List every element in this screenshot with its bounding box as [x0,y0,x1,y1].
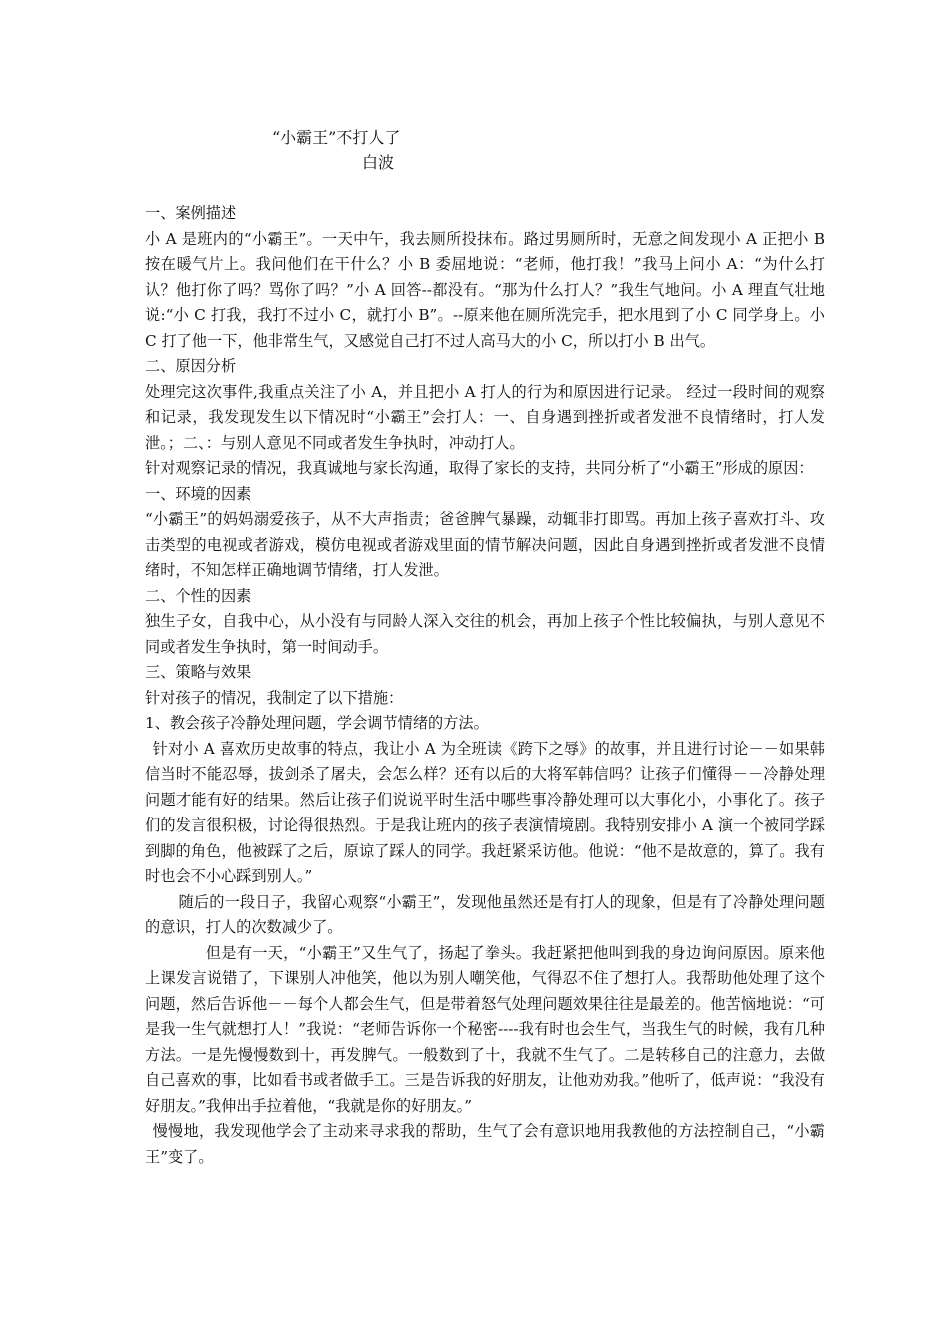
paragraph-history-story: 针对小 A 喜欢历史故事的特点，我让小 A 为全班读《跨下之辱》的故事，并且进行讨论－－如果韩信当时不能忍辱，拔剑杀了屠夫，会怎么样？还有以后的大将军韩信吗？让孩子们懂得－－冷静处理问题才能有好的结果。然后让孩子们说说平时生活中哪些事冷静处理可以大事化小，小事化了。孩子们的发言很积极，讨论得很热烈。于是我让班内的孩子表演情境剧。我特别安排小 A 演一个被同学踩到脚的角色，他被踩了之后，原谅了踩人的同学。我赶紧采访他。他说：“他不是故意的，算了。我有时也会不小心踩到别人。” [145,739,825,885]
paragraph-observation-follow-up: 随后的一段日子，我留心观察“小霸王”，发现他虽然还是有打人的现象，但是有了冷静处理问题的意识，打人的次数减少了。 [145,892,825,936]
paragraph-observation: 处理完这次事件,我重点关注了小 A，并且把小 A 打人的行为和原因进行记录。 经过一段时间的观察和记录，我发现发生以下情况时“小霸王”会打人：一、自身遇到挫折或者发泄不良情绪时，打人发泄。；二、：与别人意见不同或者发生争执时，冲动打人。 [145,382,825,452]
paragraph-personality-factor: 独生子女，自我中心，从小没有与同龄人深入交往的机会，再加上孩子个性比较偏执，与别人意见不同或者发生争执时，第一时间动手。 [145,612,825,656]
document-title: “小霸王”不打人了 [272,128,401,147]
paragraph-anger-episode: 但是有一天，“小霸王”又生气了，扬起了拳头。我赶紧把他叫到我的身边询问原因。原来他上课发言说错了，下课别人冲他笑，他以为别人嘲笑他，气得忍不住了想打人。我帮助他处理了这个问题，然后告诉他－－每个人都会生气，但是带着怒气处理问题效果往往是最差的。他苦恼地说：“可是我一生气就想打人！”我说：“老师告诉你一个秘密----我有时也会生气，当我生气的时候，我有几种方法。一是先慢慢数到十，再发脾气。一般数到了十，我就不生气了。二是转移自己的注意力，去做自己喜欢的事，比如看书或者做手工。三是告诉我的好朋友，让他劝劝我。”他听了，低声说：“我没有好朋友。”我伸出手拉着他，“我就是你的好朋友。” [145,943,825,1115]
section-heading-strategy-effect: 三、策略与效果 [145,663,252,681]
paragraph-measure-1: 1、教会孩子冷静处理问题，学会调节情绪的方法。 [145,714,489,732]
paragraph-conclusion: 慢慢地，我发现他学会了主动来寻求我的帮助，生气了会有意识地用我教他的方法控制自己，“小霸王”变了。 [145,1122,825,1166]
document-author: 白波 [362,153,395,172]
section-heading-cause-analysis: 二、原因分析 [145,357,237,375]
document-body [145,201,825,1170]
paragraph-case-description: 小 A 是班内的“小霸王”。一天中午，我去厕所投抹布。路过男厕所时，无意之间发现小 A 正把小 B 按在暖气片上。我问他们在干什么？小 B 委屈地说：“老师，他打我！”我马上问小 A：“为什么打认？他打你了吗？骂你了吗？”小 A 回答--都没有。“那为什么打人？”我生气地问。小 A 理直气壮地说:“小 C 打我，我打不过小 C，就打小 B”。--原来他在厕所洗完手，把水甩到了小 C 同学身上。小 C 打了他一下，他非常生气，又感觉自己打不过人高马大的小 C，所以打小 B 出气。 [145,229,825,350]
subheading-environment-factor: 一、环境的因素 [145,484,252,503]
subheading-personality-factor: 二、个性的因素 [145,586,252,605]
paragraph-parent-communication: 针对观察记录的情况，我真诚地与家长沟通，取得了家长的支持，共同分析了“小霸王”形成的原因： [145,459,814,477]
paragraph-environment-factor: “小霸王”的妈妈溺爱孩子，从不大声指责；爸爸脾气暴躁，动辄非打即骂。再加上孩子喜欢打斗、攻击类型的电视或者游戏，模仿电视或者游戏里面的情节解决问题，因此自身遇到挫折或者发泄不良情绪时，不知怎样正确地调节情绪，打人发泄。 [145,510,825,579]
paragraph-measures-intro: 针对孩子的情况，我制定了以下措施： [145,688,404,707]
section-heading-case-description: 一、案例描述 [145,204,237,222]
